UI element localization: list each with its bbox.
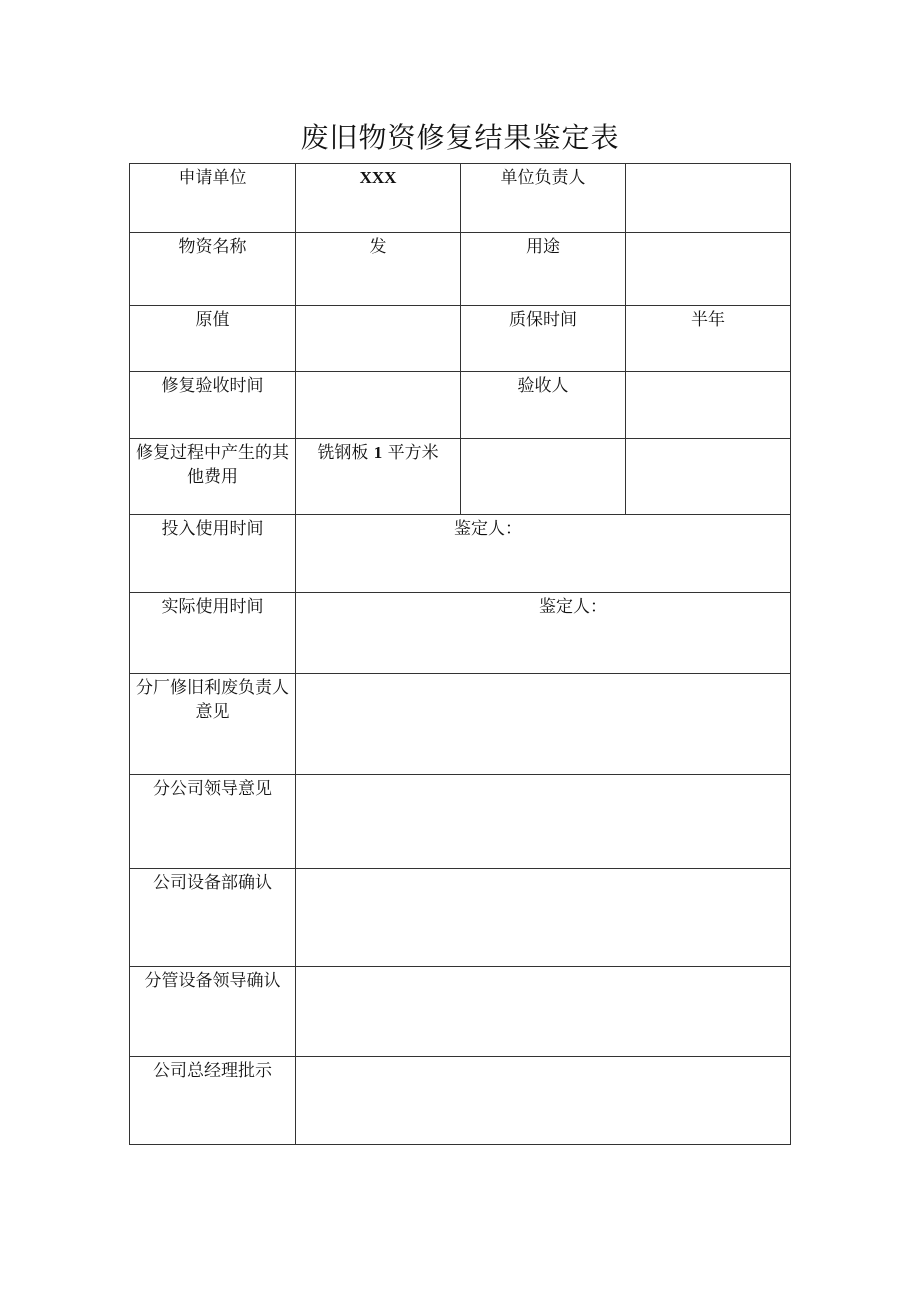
in-service-time-label-cell	[130, 515, 296, 593]
actual-use-appraiser-label: 鉴定人：	[539, 597, 607, 617]
other-costs-extra-cell-2[interactable]	[626, 439, 791, 515]
row-material-name	[130, 233, 791, 306]
applicant-unit-value-cell[interactable]	[296, 164, 461, 233]
equipment-leader-confirm-label-cell	[130, 967, 296, 1057]
acceptance-time-label-cell	[130, 372, 296, 439]
row-branch-company-opinion	[130, 775, 791, 869]
unit-leader-value-cell[interactable]	[626, 164, 791, 233]
equipment-dept-confirm-label: 公司设备部确认	[153, 873, 272, 893]
general-manager-approval-value-cell[interactable]	[296, 1057, 791, 1145]
warranty-period-value: 半年	[691, 310, 725, 330]
material-name-label: 物资名称	[178, 237, 247, 257]
original-value-value-cell[interactable]	[296, 306, 461, 372]
equipment-leader-confirm-label: 分管设备领导确认	[144, 971, 281, 991]
row-other-costs	[130, 439, 791, 515]
page-title: 废旧物资修复结果鉴定表	[300, 121, 620, 154]
warranty-period-label-cell	[461, 306, 626, 372]
original-value-value	[296, 306, 460, 308]
unit-leader-label: 单位负责人	[500, 168, 586, 188]
acceptor-label-cell	[461, 372, 626, 439]
other-costs-label-cell	[130, 439, 296, 515]
other-costs-value	[296, 439, 460, 465]
purpose-value	[626, 233, 790, 235]
other-costs-value-cell[interactable]	[296, 439, 461, 515]
acceptance-time-value	[296, 372, 460, 374]
actual-use-time-label-cell	[130, 593, 296, 674]
branch-company-opinion-value-cell[interactable]	[296, 775, 791, 869]
in-service-time-label: 投入使用时间	[161, 519, 264, 539]
row-general-manager-approval	[130, 1057, 791, 1145]
actual-use-time-value-cell[interactable]	[296, 593, 791, 674]
equipment-dept-confirm-value-cell[interactable]	[296, 869, 791, 967]
row-acceptance-time	[130, 372, 791, 439]
in-service-appraiser-label: 鉴定人：	[454, 519, 522, 539]
branch-company-opinion-label-cell	[130, 775, 296, 869]
applicant-unit-value: XXX	[359, 168, 397, 187]
purpose-value-cell[interactable]	[626, 233, 791, 306]
acceptor-value-cell[interactable]	[626, 372, 791, 439]
purpose-label: 用途	[526, 237, 560, 257]
other-costs-quantity: 1	[373, 443, 383, 462]
row-in-service-time	[130, 515, 791, 593]
equipment-leader-confirm-value-cell[interactable]	[296, 967, 791, 1057]
applicant-unit-label-cell	[130, 164, 296, 233]
other-costs-material: 铣钢板	[317, 443, 369, 463]
acceptor-label: 验收人	[517, 376, 569, 396]
other-costs-label: 修复过程中产生的其他费用	[136, 443, 289, 487]
purpose-label-cell	[461, 233, 626, 306]
branch-factory-opinion-label-cell	[130, 674, 296, 775]
row-original-value	[130, 306, 791, 372]
in-service-time-value-cell[interactable]	[296, 515, 791, 593]
general-manager-approval-label: 公司总经理批示	[153, 1061, 272, 1081]
applicant-unit-label: 申请单位	[178, 168, 247, 188]
row-applicant-unit	[130, 164, 791, 233]
unit-leader-label-cell	[461, 164, 626, 233]
original-value-label: 原值	[195, 310, 230, 330]
other-costs-unit: 平方米	[387, 443, 439, 463]
branch-factory-opinion-value-cell[interactable]	[296, 674, 791, 775]
acceptance-time-value-cell[interactable]	[296, 372, 461, 439]
branch-factory-opinion-label: 分厂修旧利废负责人意见	[136, 678, 289, 722]
appraisal-form-table	[129, 163, 791, 1145]
equipment-dept-confirm-label-cell	[130, 869, 296, 967]
other-costs-extra-cell-1[interactable]	[461, 439, 626, 515]
original-value-label-cell	[130, 306, 296, 372]
row-branch-factory-opinion	[130, 674, 791, 775]
acceptance-time-label: 修复验收时间	[161, 376, 264, 396]
material-name-value-cell[interactable]	[296, 233, 461, 306]
material-name-value: 发	[369, 237, 387, 257]
warranty-period-label: 质保时间	[509, 310, 577, 330]
row-equipment-dept-confirm	[130, 869, 791, 967]
row-equipment-leader-confirm	[130, 967, 791, 1057]
acceptor-value	[626, 372, 790, 374]
row-actual-use-time	[130, 593, 791, 674]
branch-company-opinion-label: 分公司领导意见	[153, 779, 272, 799]
actual-use-time-label: 实际使用时间	[161, 597, 264, 617]
material-name-label-cell	[130, 233, 296, 306]
general-manager-approval-label-cell	[130, 1057, 296, 1145]
unit-leader-value	[626, 164, 790, 166]
warranty-period-value-cell[interactable]	[626, 306, 791, 372]
